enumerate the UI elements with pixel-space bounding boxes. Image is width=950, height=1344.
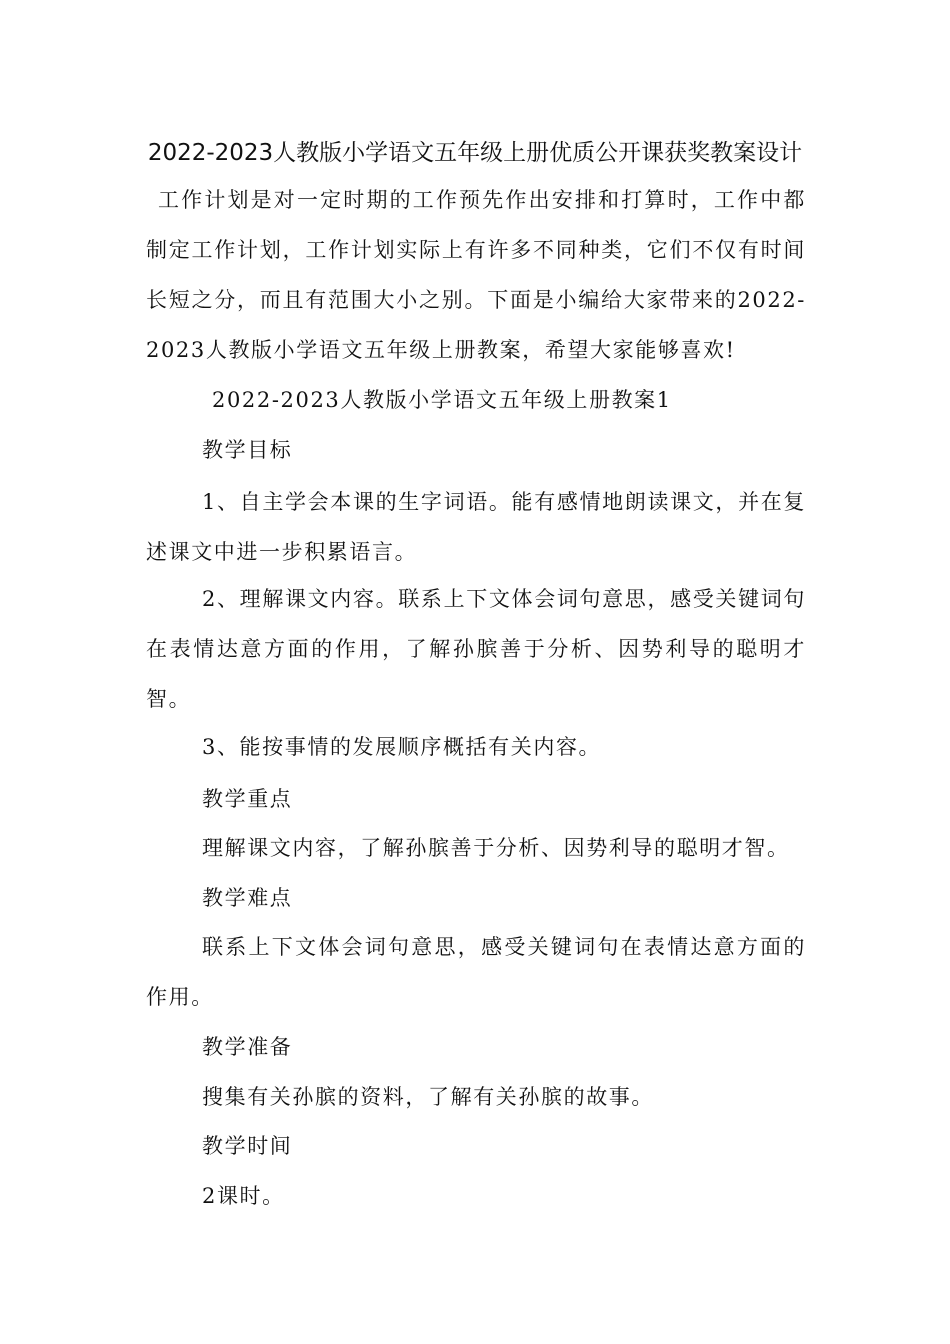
intro-paragraph: 工作计划是对一定时期的工作预先作出安排和打算时，工作中都制定工作计划，工作计划实际上有许多不同种类，它们不仅有时间长短之分，而且有范围大小之别。下面是小编给大家带来的2022-2023人教版小学语文五年级上册教案，希望大家能够喜欢!	[146, 188, 806, 362]
preparation-text: 搜集有关孙膑的资料，了解有关孙膑的故事。	[202, 1085, 654, 1109]
time-text: 2课时。	[202, 1184, 285, 1208]
difficulties-heading: 教学难点	[202, 886, 293, 910]
objective-item-3: 3、能按事情的发展顺序概括有关内容。	[202, 735, 602, 759]
key-points-heading: 教学重点	[202, 787, 293, 811]
objectives-heading: 教学目标	[202, 438, 293, 462]
objective-item-1: 1、自主学会本课的生字词语。能有感情地朗读课文，并在复述课文中进一步积累语言。	[146, 490, 806, 564]
time-heading: 教学时间	[202, 1134, 293, 1158]
difficulties-text: 联系上下文体会词句意思，感受关键词句在表情达意方面的作用。	[146, 935, 806, 1009]
key-points-text: 理解课文内容，了解孙膑善于分析、因势利导的聪明才智。	[202, 836, 790, 860]
preparation-heading: 教学准备	[202, 1035, 293, 1059]
objective-item-2: 2、理解课文内容。联系上下文体会词句意思，感受关键词句在表情达意方面的作用，了解孙膑善于分析、因势利导的聪明才智。	[146, 587, 806, 711]
document-title: 2022-2023人教版小学语文五年级上册优质公开课获奖教案设计	[147, 140, 803, 166]
section-title: 2022-2023人教版小学语文五年级上册教案1	[212, 388, 672, 412]
